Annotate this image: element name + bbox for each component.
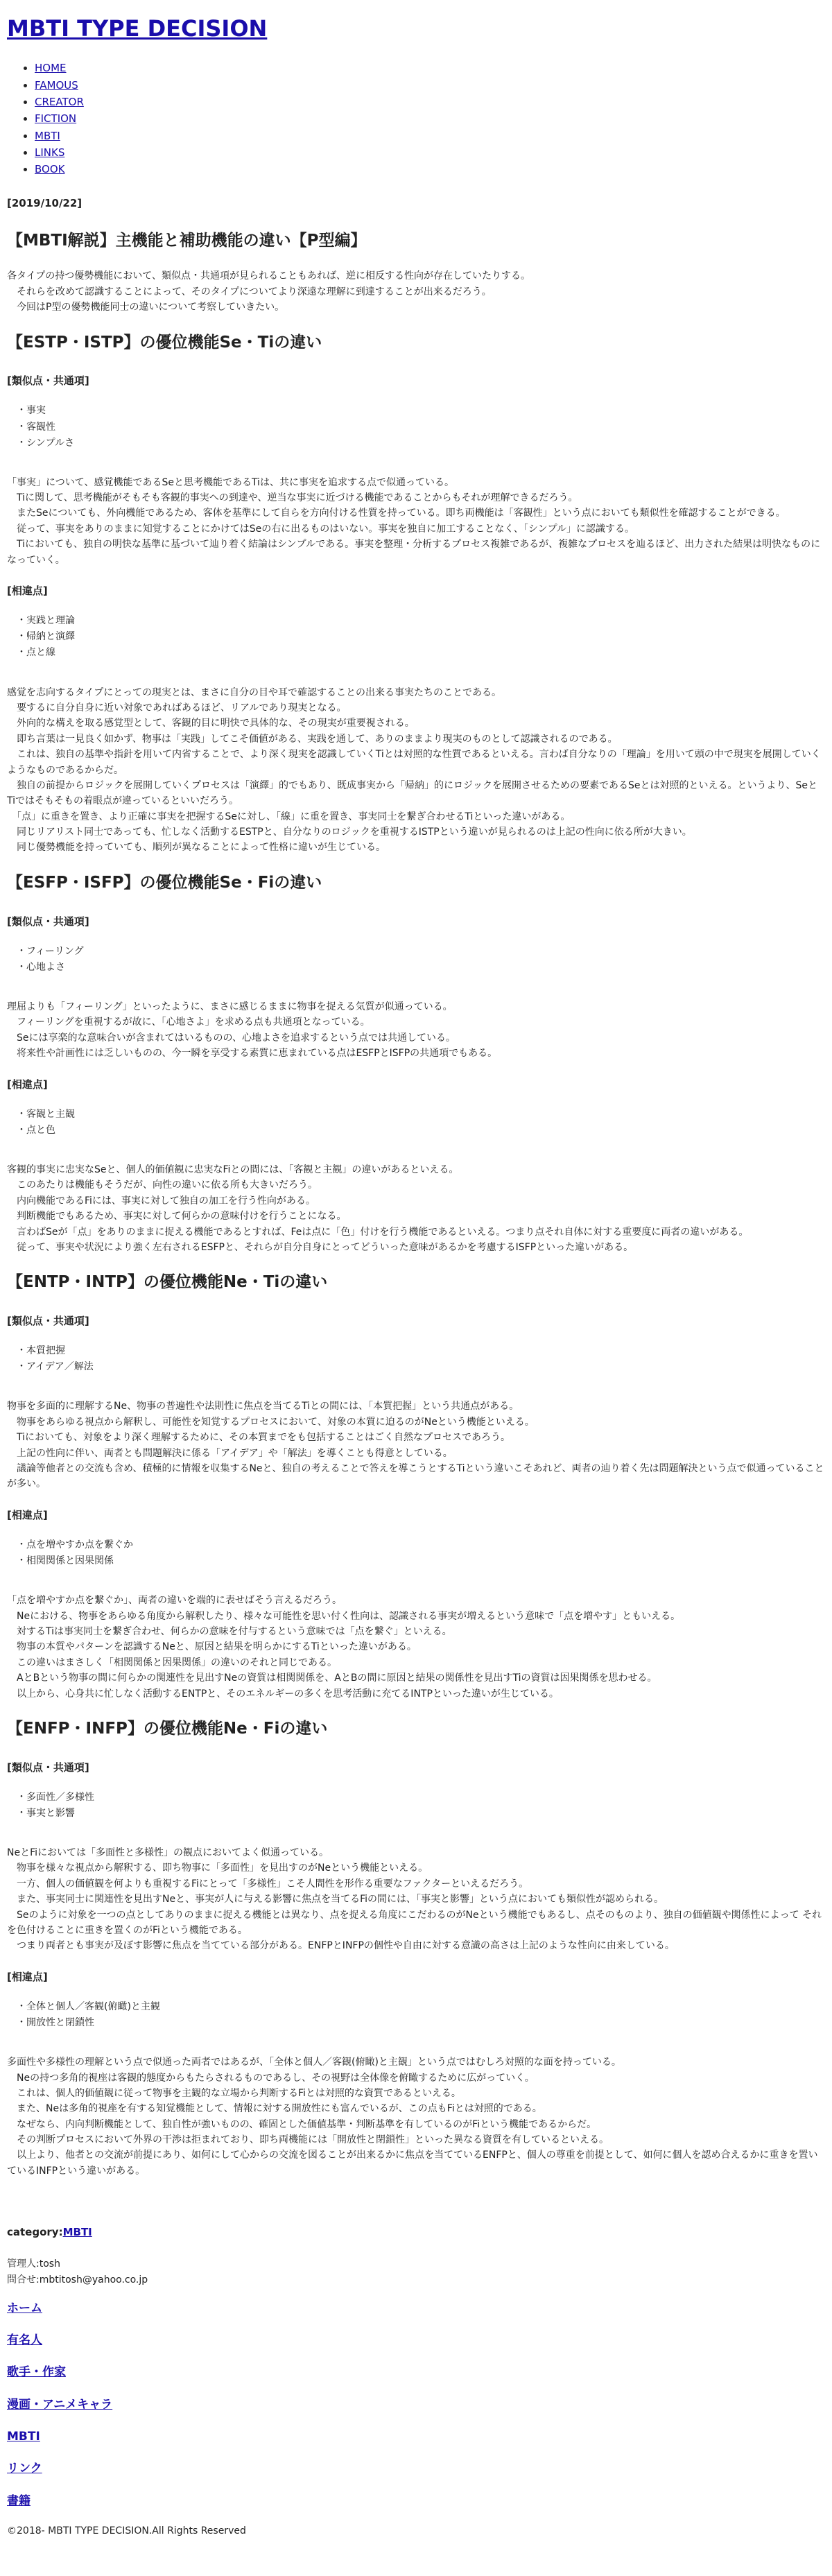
nav-item: [35, 144, 825, 161]
post-category: [7, 2224, 825, 2240]
text-line: 物事を様々な視点から解釈する、即ち物事に「多面性」を見出すのがNeという機能といえる。: [7, 1862, 428, 1874]
text-line: 物事をあらゆる視点から解釈し、可能性を知覚するプロセスにおいて、対象の本質に迫るのがNeという機能といえる。: [7, 1416, 535, 1428]
type-section: [7, 1270, 825, 1702]
text-line: 内向機能であるFiには、事実に対して独自の加工を行う性向がある。: [7, 1195, 315, 1207]
diff-text: [7, 685, 825, 856]
text-line: 一方、個人の価値観を何よりも重視するFiにとって「多様性」こそ人間性を形作る重要なファクターといえるだろう。: [7, 1878, 529, 1890]
post-date: [2019/10/22]: [7, 197, 83, 210]
similar-text: [7, 1845, 825, 1954]
text-line: AとBという物事の間に何らかの関連性を見出すNeの資質は相関関係を、AとBの間に原因と結果の関係性を見出すTiの資質は因果関係を思わせる。: [7, 1672, 657, 1684]
diff-list: [7, 613, 825, 661]
similar-item: ・事実と影響: [17, 1807, 75, 1819]
contact-text: 問合せ:mbtitosh@yahoo.co.jp: [7, 2274, 148, 2285]
text-line: 「点」に重きを置き、より正確に事実を把握するSeに対し、「線」に重を置き、事実同士を繋ぎ合わせるTiといった違いがある。: [7, 811, 571, 822]
footer-link[interactable]: 漫画・アニメキャラ: [7, 2397, 113, 2412]
text-line: Seには享楽的な意味合いが含まれてはいるものの、心地よさを追求するという点では共通している。: [7, 1032, 456, 1044]
site-title: [7, 15, 825, 42]
diff-item: ・開放性と閉鎖性: [17, 2017, 94, 2029]
text-line: 以上から、心身共に忙しなく活動するENTPと、そのエネルギーの多くを思考活動に充てるINTPといった違いが生じている。: [7, 1688, 559, 1700]
similar-list: [7, 944, 825, 976]
copyright: ©2018- MBTI TYPE DECISION.All Rights Reserved: [7, 2525, 246, 2537]
post-sections: [7, 331, 825, 2179]
nav-item: [35, 161, 825, 178]
global-nav: [7, 60, 825, 178]
text-line: Tiにおいても、独自の明快な基準に基づいて辿り着く結論はシンプルである。事実を整理・分析するプロセス複雑であるが、複雑なプロセスを辿るほど、出力された結果は明快なものになっていく。: [7, 539, 821, 566]
type-section: [7, 331, 825, 856]
section-heading: 【ESTP・ISTP】の優位機能Se・Tiの違い: [7, 333, 322, 352]
text-line: 言わばSeが「点」をありのままに捉える機能であるとすれば、Feは点に「色」付けを行う機能であるといえる。つまり点それ自体に対する重要度に両者の違いがある。: [7, 1226, 749, 1238]
diff-list: [7, 1999, 825, 2031]
text-line: 即ち言葉は一見良く如かず、物事は「実践」してこそ価値がある、実践を通して、ありのままより現実のものとして認識されるのである。: [7, 733, 618, 745]
footer-link[interactable]: リンク: [7, 2462, 42, 2476]
text-line: 外向的な構えを取る感覚型として、客観的目に明快で具体的な、その現実が重要視される。: [7, 718, 415, 729]
footer-link[interactable]: 歌手・作家: [7, 2365, 66, 2380]
section-heading: 【ENFP・INFP】の優位機能Ne・Fiの違い: [7, 1719, 328, 1738]
similar-heading: [類似点・共通項]: [7, 1761, 89, 1774]
text-line: 同じ優勢機能を持っていても、順列が異なることによって性格に違いが生じている。: [7, 842, 385, 854]
intro-line: 各タイプの持つ優勢機能において、類似点・共通項が見られることもあれば、逆に相反する性向が存在していたりする。: [7, 270, 531, 282]
text-line: これは、独自の基準や指針を用いて内省することで、より深く現実を認識していくTiとは対照的な性質であるといえる。言わば自分なりの「理論」を用いて頭の中で現実を展開していくようなものであるからだ。: [7, 749, 821, 776]
nav-item: [35, 94, 825, 110]
similar-item: ・フィーリング: [17, 945, 84, 957]
text-line: なぜなら、内向判断機能として、独自性が強いものの、確固とした価値基準・判断基準を有しているのがFiという機能であるからだ。: [7, 2118, 597, 2130]
diff-text: [7, 1593, 825, 1702]
diff-item: ・点と色: [17, 1124, 55, 1136]
diff-heading: [相違点]: [7, 1508, 48, 1521]
text-line: また、事実同士に関連性を見出すNeと、事実が人に与える影響に焦点を当てるFiの間には、「事実と影響」という点においても類似性が認められる。: [7, 1894, 664, 1905]
diff-item: ・実践と理論: [17, 615, 75, 627]
footer-link[interactable]: MBTI: [7, 2430, 40, 2444]
text-line: NeとFiにおいては「多面性と多様性」の観点においてよく似通っている。: [7, 1847, 329, 1858]
similar-item: ・アイデア／解法: [17, 1361, 94, 1373]
similar-item: ・多面性／多様性: [17, 1791, 94, 1803]
similar-item: ・事実: [17, 405, 46, 417]
nav-link-famous[interactable]: FAMOUS: [35, 78, 78, 92]
admin-text: 管理人:tosh: [7, 2258, 60, 2270]
similar-list: [7, 1790, 825, 1822]
nav-link-fiction[interactable]: FICTION: [35, 112, 77, 126]
similar-item: ・シンプルさ: [17, 437, 75, 449]
site-meta: [7, 2256, 825, 2288]
text-line: 同じリアリスト同士であっても、忙しなく活動するESTPと、自分なりのロジックを重視するISTPという違いが見られるのは上記の性向に依る所が大きい。: [7, 827, 692, 838]
text-line: これは、個人的価値観に従って物事を主観的な立場から判断するFiとは対照的な資質であるといえる。: [7, 2087, 461, 2099]
text-line: 客観的事実に忠実なSeと、個人的価値観に忠実なFiとの間には、「客観と主観」の違いがあるといえる。: [7, 1164, 459, 1175]
similar-item: ・心地よさ: [17, 961, 65, 973]
diff-item: ・点を増やすか点を繋ぐか: [17, 1539, 133, 1550]
diff-heading: [相違点]: [7, 1078, 48, 1091]
text-line: 理屈よりも「フィーリング」といったように、まさに感じるままに物事を捉える気質が似通っている。: [7, 1001, 453, 1012]
post-title: 【MBTI解説】主機能と補助機能の違い【P型編】: [7, 231, 367, 250]
similar-list: [7, 403, 825, 451]
similar-heading: [類似点・共通項]: [7, 915, 89, 928]
post-intro: [7, 268, 825, 315]
intro-line: それらを改めて認識することによって、そのタイプについてより深遠な理解に到達することが出来るだろう。: [7, 286, 492, 297]
diff-text: [7, 2055, 825, 2179]
nav-item: [35, 60, 825, 76]
similar-item: ・本質把握: [17, 1345, 65, 1357]
nav-item: [35, 128, 825, 144]
text-line: 判断機能でもあるため、事実に対して何らかの意味付けを行うことになる。: [7, 1211, 347, 1222]
nav-link-book[interactable]: BOOK: [35, 163, 65, 176]
similar-item: ・客観性: [17, 421, 55, 433]
text-line: つまり両者とも事実が及ぼす影響に焦点を当てている部分がある。ENFPとINFPの個性や自由に対する意識の高さは上記のような性向に由来している。: [7, 1940, 675, 1952]
text-line: 将来性や計画性には乏しいものの、今一瞬を享受する素質に恵まれている点はESFPとISFPの共通項でもある。: [7, 1048, 498, 1060]
text-line: Seのように対象を一つの点としてありのままに捉える機能とは異なり、点を捉える角度にこだわるのがNeという機能でもあるし、点そのものより、独自の価値観や関係性によって それを色付けることに重きを置くのがFiという機能である。: [7, 1909, 822, 1936]
text-line: このあたりは機能もそうだが、向性の違いに依る所も大きいだろう。: [7, 1179, 318, 1191]
site-title-link[interactable]: MBTI TYPE DECISION: [7, 15, 268, 42]
section-heading: 【ESFP・ISFP】の優位機能Se・Fiの違い: [7, 873, 322, 892]
diff-item: ・全体と個人／客観(俯瞰)と主観: [17, 2000, 160, 2012]
nav-link-creator[interactable]: CREATOR: [35, 95, 84, 108]
section-heading: 【ENTP・INTP】の優位機能Ne・Tiの違い: [7, 1273, 328, 1292]
text-line: Tiにおいても、対象をより深く理解するために、その本質までをも包括することはごく自然なプロセスであろう。: [7, 1432, 511, 1444]
diff-item: ・帰納と演繹: [17, 631, 75, 643]
type-section: [7, 1717, 825, 2179]
footer-links: [7, 2299, 825, 2510]
text-line: 「事実」について、感覚機能であるSeと思考機能であるTiは、共に事実を追求する点で似通っている。: [7, 476, 454, 488]
diff-heading: [相違点]: [7, 1970, 48, 1983]
diff-list: [7, 1537, 825, 1569]
similar-heading: [類似点・共通項]: [7, 1314, 89, 1327]
text-line: 物事を多面的に理解するNe、物事の普遍性や法則性に焦点を当てるTiとの間には、「本質把握」という共通点がある。: [7, 1401, 519, 1412]
text-line: その判断プロセスにおいて外界の干渉は拒まれており、即ち両機能には「開放性と閉鎖性」といった異なる資質を有しているといえる。: [7, 2134, 609, 2146]
diff-heading: [相違点]: [7, 585, 48, 598]
similar-list: [7, 1343, 825, 1375]
text-line: 従って、事実や状況により強く左右されるESFPと、それらが自分自身にとってどういった意味があるかを考慮するISFPといった違いがある。: [7, 1241, 634, 1253]
diff-item: ・客観と主観: [17, 1108, 75, 1120]
text-line: Tiに関して、思考機能がそもそも客観的事実への到達や、逆当な事実に近づける機能であることからもそれが理解できるだろう。: [7, 492, 578, 504]
text-line: フィーリングを重視するが故に、「心地さよ」を求める点も共通項となっている。: [7, 1017, 370, 1028]
intro-line: 今回はP型の優勢機能同士の違いについて考察していきたい。: [7, 302, 285, 313]
category-link[interactable]: MBTI: [62, 2226, 92, 2239]
diff-item: ・点と線: [17, 647, 55, 659]
footer-link[interactable]: ホーム: [7, 2301, 42, 2315]
text-line: 以上より、他者との交流が前提にあり、如何にして心からの交流を図ることが出来るかに焦点を当てているENFPと、個人の尊重を前提として、如何に個人を認め合えるかに重きを置いているINFPという違いがある。: [7, 2150, 818, 2177]
nav-link-mbti[interactable]: MBTI: [35, 129, 60, 142]
similar-text: [7, 1399, 825, 1492]
text-line: 議論等他者との交流も含め、積極的に情報を収集するNeと、独自の考えることで答えを導こうとするTiという違いこそあれど、両者の辿り着く先は問題解決という点で似通っていることが多い。: [7, 1462, 824, 1490]
category-label: category:: [7, 2226, 63, 2239]
nav-item: [35, 77, 825, 94]
similar-text: [7, 999, 825, 1062]
similar-text: [7, 475, 825, 568]
text-line: Neにおける、物事をあらゆる角度から解釈したり、様々な可能性を思い付く性向は、認識される事実が増えるという意味で「点を増やす」ともいえる。: [7, 1610, 681, 1622]
text-line: 「点を増やすか点を繋ぐか」、両者の違いを端的に表せばそう言えるだろう。: [7, 1595, 342, 1607]
text-line: 独自の前提からロジックを展開していくプロセスは「演繹」的でもあり、既成事実から「帰納」的にロジックを展開させるための要素であるSeとは対照的といえる。というより、SeとTiではそもそもの着眼点が違っているといいだろう。: [7, 779, 817, 807]
diff-text: [7, 1162, 825, 1255]
text-line: 要するに自分自身に近い対象であればあるほど、リアルであり現実となる。: [7, 702, 347, 714]
text-line: この違いはまさしく「相関関係と因果関係」の違いのそれと同じである。: [7, 1657, 337, 1668]
similar-heading: [類似点・共通項]: [7, 374, 89, 388]
type-section: [7, 871, 825, 1255]
diff-item: ・相関関係と因果関係: [17, 1555, 114, 1567]
text-line: 従って、事実をありのままに知覚することにかけてはSeの右に出るものはいない。事実を独自に加工することなく、「シンプル」に認識する。: [7, 523, 635, 535]
text-line: 対するTiは事実同士を繋ぎ合わせ、何らかの意味を付与するという意味では「点を繋ぐ」といえる。: [7, 1625, 452, 1637]
text-line: またSeについても、外向機能であるため、客体を基準にして自らを方向付ける性質を持っている。即ち両機能は「客観性」という点においても類似性を確認することができる。: [7, 508, 786, 519]
text-line: 多面性や多様性の理解という点で似通った両者ではあるが、「全体と個人／客観(俯瞰)と主観」という点ではむしろ対照的な面を持っている。: [7, 2057, 621, 2068]
nav-link-links[interactable]: LINKS: [35, 146, 65, 159]
text-line: また、Neは多角的視座を有する知覚機能として、情報に対する開放性にも富んでいるが、この点もFiとは対照的である。: [7, 2103, 542, 2115]
footer-link[interactable]: 有名人: [7, 2333, 42, 2348]
text-line: Neの持つ多角的視座は客観的態度からもたらされるものであるし、その視野は全体像を俯瞰するために広がっていく。: [7, 2072, 535, 2084]
nav-link-home[interactable]: HOME: [35, 62, 67, 75]
text-line: 物事の本質やパターンを認識するNeと、原因と結果を明らかにするTiといった違いがある。: [7, 1641, 417, 1653]
text-line: 上記の性向に伴い、両者とも問題解決に係る「アイデア」や「解法」を導くことも得意としている。: [7, 1447, 453, 1459]
diff-list: [7, 1107, 825, 1139]
nav-item: [35, 110, 825, 127]
footer-link[interactable]: 書籍: [7, 2493, 31, 2508]
text-line: 感覚を志向するタイプにとっての現実とは、まさに自分の目や耳で確認することの出来る事実たちのことである。: [7, 686, 502, 698]
